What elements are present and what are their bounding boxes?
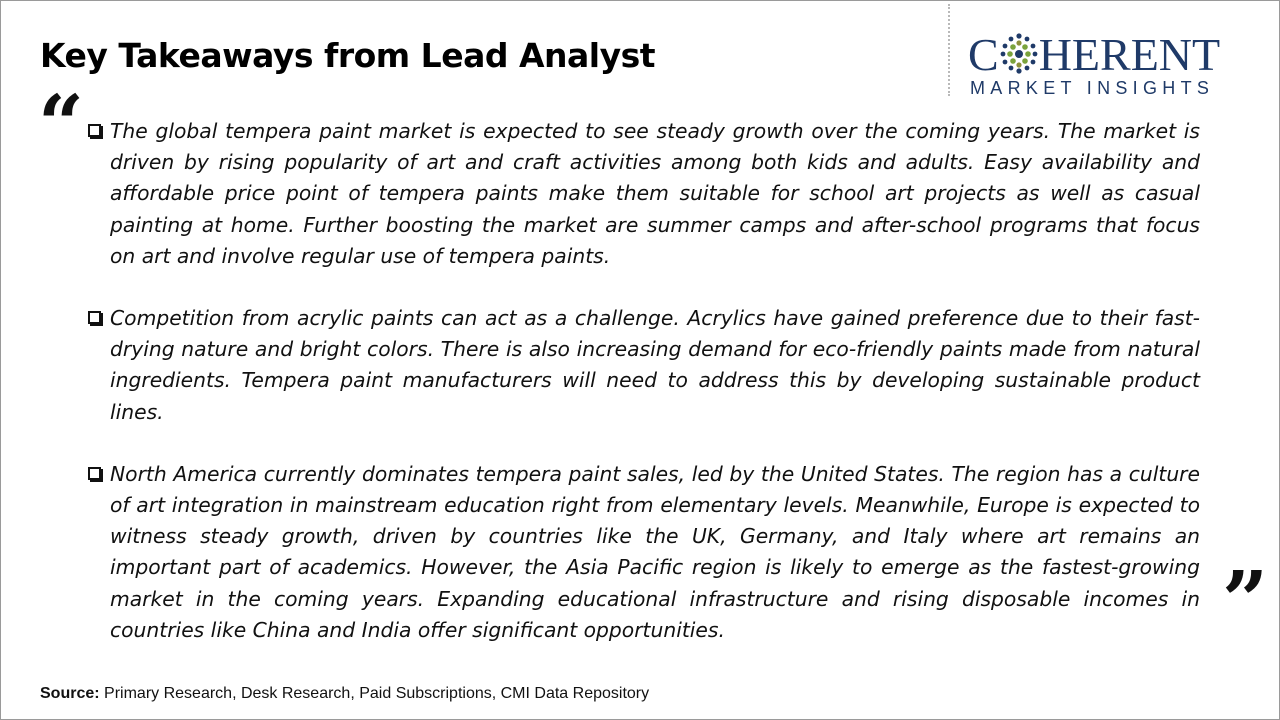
- takeaway-text: Competition from acrylic paints can act as a challenge. Acrylics have gained preference due to their fast-drying nature and bright colors. There is also increasing demand for eco-friendly paints made from natural ingredients. Tempera paint manufacturers will need to address this by developing sustainable product lines.: [110, 306, 1200, 424]
- page-title: Key Takeaways from Lead Analyst: [40, 36, 655, 75]
- checkbox-bullet-icon: [88, 124, 101, 137]
- takeaway-item: [86, 303, 1200, 428]
- source-label: Source:: [40, 685, 100, 702]
- logo-wordmark: [968, 30, 1220, 80]
- takeaways-list: [86, 116, 1200, 646]
- logo-name-right: HERENT: [1038, 29, 1221, 80]
- source-text: Primary Research, Desk Research, Paid Subscriptions, CMI Data Repository: [104, 685, 650, 702]
- takeaway-text: The global tempera paint market is expected to see steady growth over the coming years. The market is driven by rising popularity of art and craft activities among both kids and adults. Easy availability and affordable price point of tempera paints make them suitable for school art projects as well as casual painting at home. Further boosting the market are summer camps and after-school programs that focus on art and involve regular use of tempera paints.: [110, 119, 1200, 268]
- logo-name-left: C: [968, 29, 999, 80]
- checkbox-bullet-icon: [88, 311, 101, 324]
- header-divider: [948, 4, 950, 96]
- logo-tagline: MARKET INSIGHTS: [970, 78, 1215, 98]
- takeaway-item: [86, 116, 1200, 272]
- takeaway-text: North America currently dominates tempera paint sales, led by the United States. The region has a culture of art integration in mainstream education right from elementary levels. Meanwhile, Europe is expected to witness steady growth, driven by countries like the UK, Germany, and Italy where art remains an important part of academics. However, the Asia Pacific region is likely to emerge as the fastest-growing market in the coming years. Expanding educational infrastructure and rising disposable incomes in countries like China and India offer significant opportunities.: [110, 461, 1200, 642]
- checkbox-bullet-icon: [88, 467, 101, 480]
- close-quote-icon: ”: [1222, 553, 1269, 647]
- open-quote-icon: “: [38, 77, 85, 171]
- coherent-logo: [968, 30, 1264, 100]
- takeaway-item: [86, 459, 1200, 646]
- source-note: [40, 685, 649, 703]
- logo-orb-icon: [999, 30, 1039, 74]
